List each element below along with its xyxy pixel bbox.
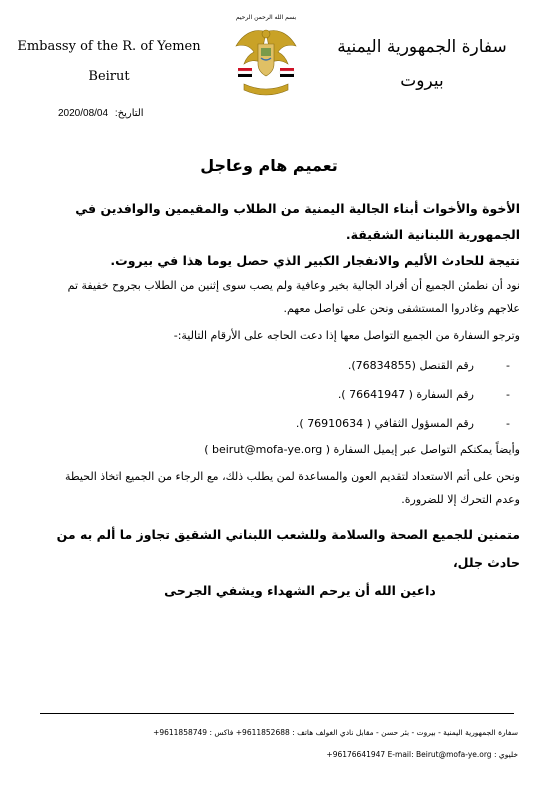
contact-consul: - رقم القنصل (76834855). bbox=[347, 359, 510, 372]
embassy-name-ar-line1: سفارة الجمهورية اليمنية bbox=[337, 37, 507, 57]
contact-embassy: - رقم السفارة ( 76641947 ). bbox=[337, 388, 510, 401]
closing-prayer: داعين الله أن يرحم الشهداء ويشفي الجرحى bbox=[164, 583, 436, 598]
embassy-name-en-line1: Embassy of the R. of Yemen bbox=[17, 39, 201, 54]
contact-cultural-officer: - رقم المسؤول الثقافي ( 76910634 ). bbox=[295, 417, 510, 430]
footer bbox=[40, 722, 518, 766]
embassy-name-en-line2: Beirut bbox=[88, 69, 130, 84]
eagle-emblem-icon bbox=[234, 24, 298, 100]
email-line: وأيضاً يمكنكم التواصل عبر إيميل السفارة ( beirut@mofa-ye.org ) bbox=[204, 443, 520, 456]
contact-request: وترجو السفارة من الجميع التواصل معها إذا دعت الحاجه على الأرقام التالية:- bbox=[173, 329, 520, 342]
basmala: بسم الله الرحمن الرحيم bbox=[235, 14, 297, 21]
support-paragraph: ونحن على أتم الاستعداد لتقديم العون والمساعدة لمن يطلب ذلك، مع الرجاء من الجميع اتخاذ الحيطة وعدم التحرك إلا للضرورة. bbox=[65, 470, 520, 506]
date-label: التاريخ: bbox=[114, 108, 144, 119]
date-value: 2020/08/04 bbox=[58, 108, 109, 119]
embassy-name-arabic bbox=[322, 30, 522, 98]
footer-divider bbox=[40, 713, 514, 714]
notice-body bbox=[40, 196, 520, 605]
embassy-name-english bbox=[14, 32, 204, 92]
incident-statement: نتيجة للحادث الأليم والانفجار الكبير الذي حصل يوما هذا في بيروت. bbox=[110, 253, 520, 268]
closing-wishes: متمنين للجميع الصحة والسلامة وللشعب اللبناني الشقيق تجاوز ما ألم به من حادث جلل، bbox=[56, 527, 520, 570]
reassurance-paragraph: نود أن نطمئن الجميع أن أفراد الجالية بخير وعافية ولم يصب سوى إثنين من الطلاب بجروح خفيفة تم علاجهم وغادروا المستشفى ونحن على تواصل معهم. bbox=[67, 279, 520, 315]
salutation: الأخوة والأخوات أبناء الجالية اليمنية من الطلاب والمقيمين والوافدين في الجمهورية اللبنانية الشقيقة. bbox=[75, 201, 520, 242]
date-line bbox=[58, 108, 158, 119]
footer-contact-line: خليوي : ‎+96176641947‎ E-mail: Beirut@mofa-ye.org bbox=[326, 750, 518, 759]
embassy-name-ar-line2: بيروت bbox=[400, 71, 444, 91]
notice-title: تعميم هام وعاجل bbox=[200, 156, 338, 175]
yemen-emblem bbox=[230, 14, 302, 100]
footer-address-line: سفارة الجمهورية اليمنية - بيروت - بئر حسن - مقابل نادي الغولف هاتف : ‎+9611852688‎ فاكس : ‎+9611858749 bbox=[153, 728, 518, 737]
closing bbox=[40, 521, 520, 605]
contact-list bbox=[40, 351, 520, 438]
